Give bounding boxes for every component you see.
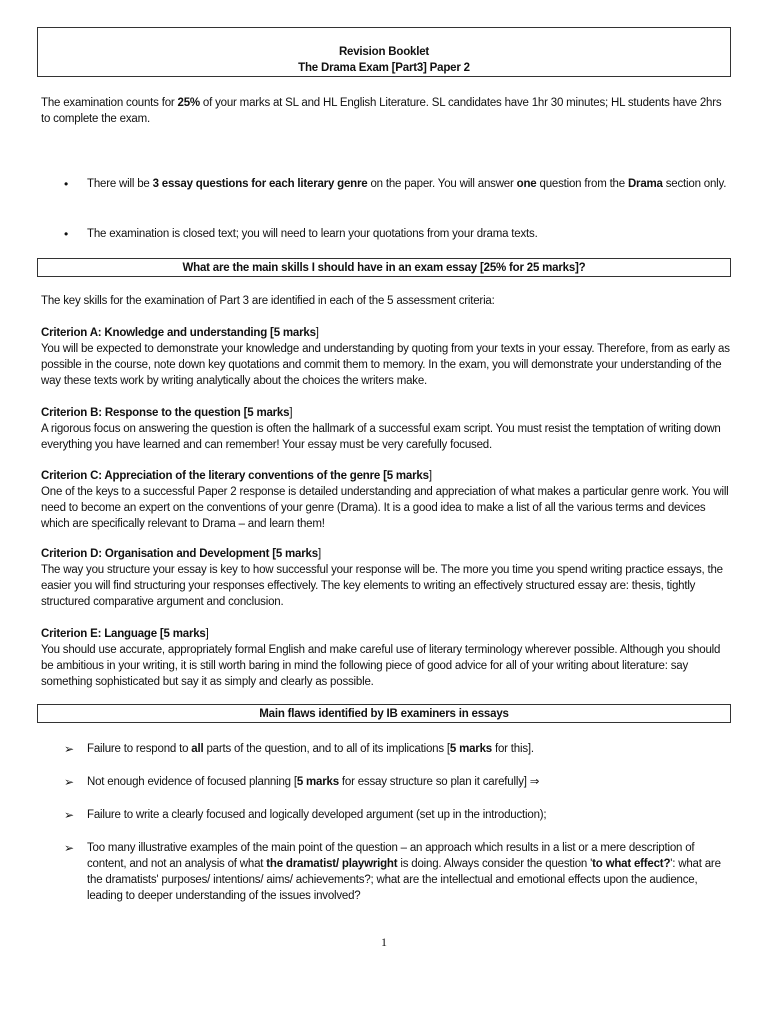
criterion-b bbox=[41, 405, 731, 453]
intro-percent: 25% bbox=[177, 97, 200, 109]
b1-c: on the paper. You will answer bbox=[367, 178, 517, 190]
criterion-e-heading bbox=[41, 626, 731, 642]
intro-paragraph bbox=[41, 95, 731, 127]
bullet-icon: • bbox=[64, 177, 69, 191]
criterion-e bbox=[41, 626, 731, 690]
f1-d: 5 marks bbox=[449, 743, 492, 755]
b1-d: one bbox=[516, 178, 537, 190]
intro-text-c: of your marks at SL and HL English Literature. SL candidates have 1hr 30 minutes; HL students have 2hrs to complete the exam. bbox=[41, 97, 722, 125]
f1-b: all bbox=[191, 743, 204, 755]
criterion-a-marks: 5 marks bbox=[273, 327, 316, 339]
arrow-bullet-icon: ➢ bbox=[64, 808, 75, 822]
skills-intro: The key skills for the examination of Part 3 are identified in each of the 5 assessment criteria: bbox=[41, 295, 495, 307]
criterion-b-close: ] bbox=[289, 407, 293, 419]
criterion-e-title: Criterion E: Language [ bbox=[41, 628, 164, 640]
bullet-icon: • bbox=[64, 227, 69, 241]
b1-a: There will be bbox=[87, 178, 153, 190]
flaw-item-planning bbox=[87, 774, 731, 790]
criterion-e-close: ] bbox=[205, 628, 209, 640]
arrow-bullet-icon: ➢ bbox=[64, 775, 75, 789]
f4-a: Too many illustrative examples of the main point of the question – an approach which results in a list or a mere description of content, and not an analysis of what bbox=[87, 842, 695, 870]
page-number: 1 bbox=[381, 935, 387, 949]
b1-g: section only. bbox=[662, 178, 727, 190]
b1-b: 3 essay questions for each literary genre bbox=[152, 178, 368, 190]
f4-e: ': what are the dramatists' purposes/ intentions/ aims/ achievements?; what are the intellectual and emotional effects upon the audience, leading to deeper understanding of the issues involved? bbox=[87, 858, 721, 902]
criterion-a-heading bbox=[41, 325, 731, 341]
arrow-bullet-icon: ➢ bbox=[64, 841, 75, 855]
criterion-a-body: You will be expected to demonstrate your knowledge and understanding by quoting from your texts in your essay. Therefore, from as early as possible in the course, note down key quotations and commit them to memory. In the exam, you will demonstrate your understanding of the way these texts work by writing analytically about the choices the writers make. bbox=[41, 343, 730, 387]
bullet-item-closed-text: The examination is closed text; you will need to learn your quotations from your drama texts. bbox=[87, 228, 538, 240]
criterion-a-close: ] bbox=[315, 327, 319, 339]
criterion-c bbox=[41, 468, 731, 532]
criterion-d-body: The way you structure your essay is key to how successful your response will be. The more you time you spend writing practice essays, the easier you will find structuring your responses effectively. The key elements to writing an effectively structured essay are: thesis, tightly structured comparative argument and conclusion. bbox=[41, 564, 723, 608]
f2-a: Not enough evidence of focused planning [ bbox=[87, 776, 297, 788]
f4-d: to what effect? bbox=[592, 858, 671, 870]
title-line-1: Revision Booklet bbox=[338, 46, 430, 58]
criterion-b-body: A rigorous focus on answering the question is often the hallmark of a successful exam script. You must resist the temptation of writing down everything you have learned and can remember! Your essay must be very carefully focused. bbox=[41, 423, 721, 451]
f2-c: for essay structure so plan it carefully] ⇒ bbox=[338, 776, 540, 788]
skills-heading-a: What are the main skills I should have in an exam essay [ bbox=[182, 262, 484, 274]
criterion-c-title: Criterion C: Appreciation of the literary conventions of the genre [ bbox=[41, 470, 387, 482]
criterion-d-marks: 5 marks bbox=[275, 548, 318, 560]
b1-e: question from the bbox=[536, 178, 628, 190]
arrow-bullet-icon: ➢ bbox=[64, 742, 75, 756]
criterion-c-close: ] bbox=[428, 470, 432, 482]
criterion-c-heading bbox=[41, 468, 731, 484]
criterion-e-body: You should use accurate, appropriately formal English and make careful use of literary terminology wherever possible. Although you should be ambitious in your writing, it is still worth baring in mind the following piece of good advice for all of your writing about literature: say something sophisticated but say it as simply and clearly as possible. bbox=[41, 644, 721, 688]
flaw-item-argument: Failure to write a clearly focused and logically developed argument (set up in the introduction); bbox=[87, 809, 547, 821]
criterion-c-marks: 5 marks bbox=[386, 470, 429, 482]
f1-c: parts of the question, and to all of its implications [ bbox=[203, 743, 450, 755]
intro-text-a: The examination counts for bbox=[41, 97, 178, 109]
criterion-a bbox=[41, 325, 731, 389]
title-line-2: The Drama Exam [Part3] Paper 2 bbox=[298, 62, 470, 74]
criterion-d-close: ] bbox=[317, 548, 321, 560]
skills-heading-b: 25% for 25 marks bbox=[483, 262, 576, 274]
flaws-heading-box bbox=[37, 704, 731, 723]
b1-f: Drama bbox=[627, 178, 663, 190]
criterion-b-heading bbox=[41, 405, 731, 421]
f4-c: is doing. Always consider the question ' bbox=[397, 858, 593, 870]
f4-b: the dramatist/ playwright bbox=[266, 858, 398, 870]
skills-heading bbox=[38, 260, 730, 276]
f1-a: Failure to respond to bbox=[87, 743, 192, 755]
f1-e: for this]. bbox=[491, 743, 534, 755]
skills-heading-box bbox=[37, 258, 731, 277]
skills-heading-c: ]? bbox=[575, 262, 586, 274]
criterion-b-title: Criterion B: Response to the question [ bbox=[41, 407, 248, 419]
flaw-item-respond bbox=[87, 741, 731, 757]
flaws-heading: Main flaws identified by IB examiners in essays bbox=[259, 708, 509, 720]
f2-b: 5 marks bbox=[296, 776, 339, 788]
bullet-item-genre bbox=[87, 176, 731, 192]
criterion-d bbox=[41, 546, 731, 610]
criterion-e-marks: 5 marks bbox=[163, 628, 206, 640]
title-box bbox=[37, 27, 731, 77]
criterion-a-title: Criterion A: Knowledge and understanding [ bbox=[41, 327, 274, 339]
criterion-c-body: One of the keys to a successful Paper 2 response is detailed understanding and appreciation of what makes a particular genre work. You will need to become an expert on the conventions of your genre (Drama). It is a good idea to make a list of all the various terms and devices which are specifically relevant to Drama – and learn them! bbox=[41, 486, 729, 530]
criterion-d-title: Criterion D: Organisation and Development [ bbox=[41, 548, 276, 560]
criterion-d-heading bbox=[41, 546, 731, 562]
flaw-item-examples bbox=[87, 840, 731, 904]
criterion-b-marks: 5 marks bbox=[247, 407, 290, 419]
